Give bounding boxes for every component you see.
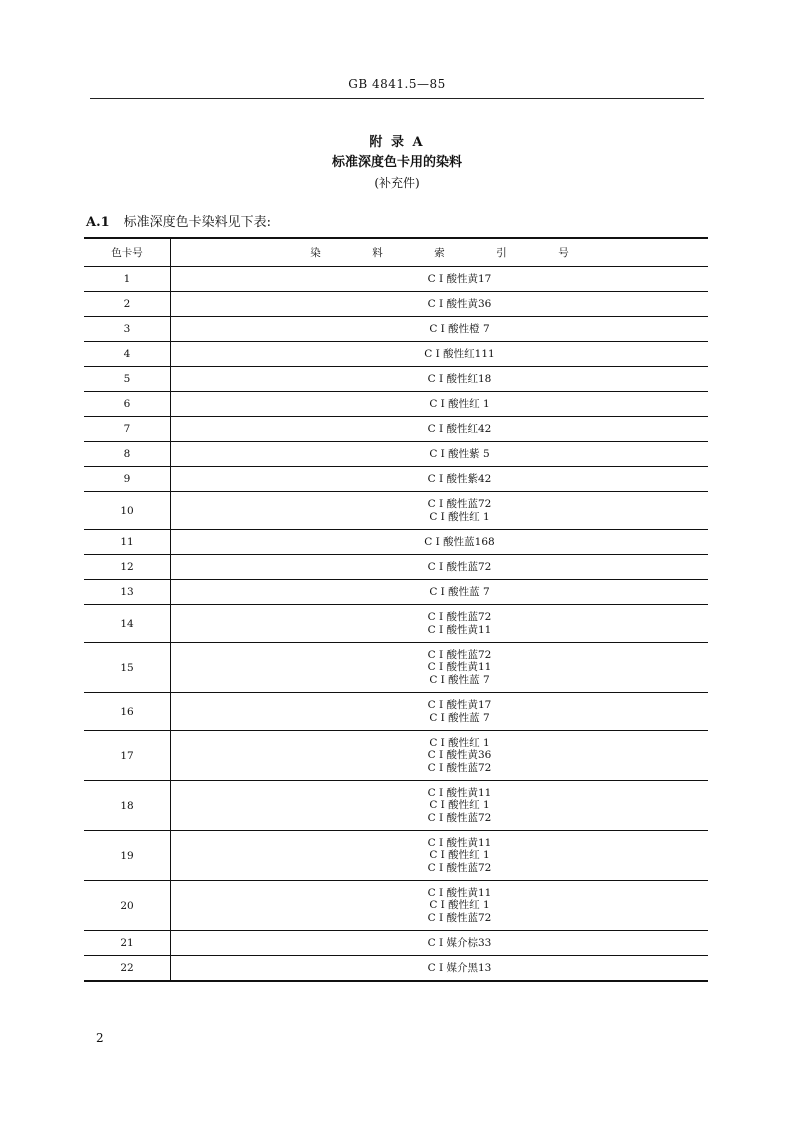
page-title: 标准深度色卡用的染料 bbox=[331, 155, 462, 170]
dye-index-cell bbox=[171, 342, 709, 367]
card-number-cell: 9 bbox=[84, 467, 171, 492]
section-text: 标准深度色卡染料见下表: bbox=[123, 215, 272, 230]
table-row bbox=[84, 530, 708, 555]
table-row bbox=[84, 292, 708, 317]
dye-entry: C I 酸性蓝72 bbox=[427, 648, 492, 661]
dye-entry: C I 酸性黄17 bbox=[427, 272, 492, 285]
dye-entry: C I 酸性蓝72 bbox=[427, 811, 492, 824]
appendix-title: 附 录 A bbox=[369, 135, 425, 150]
dye-index-cell bbox=[171, 693, 709, 731]
card-number-cell: 20 bbox=[84, 881, 171, 931]
dye-index-cell bbox=[171, 555, 709, 580]
dye-entry: C I 酸性黄11 bbox=[427, 623, 492, 636]
card-number-cell: 3 bbox=[84, 317, 171, 342]
card-number-cell: 2 bbox=[84, 292, 171, 317]
header-dye-index bbox=[171, 238, 709, 267]
table-body bbox=[84, 267, 708, 981]
card-number-cell: 11 bbox=[84, 530, 171, 555]
dye-entry: C I 酸性黄36 bbox=[427, 297, 492, 310]
dye-index-cell bbox=[171, 605, 709, 643]
table-row bbox=[84, 442, 708, 467]
table-row bbox=[84, 492, 708, 530]
dye-index-cell bbox=[171, 442, 709, 467]
table-row bbox=[84, 605, 708, 643]
table-row bbox=[84, 831, 708, 881]
dye-index-cell bbox=[171, 580, 709, 605]
card-number-cell: 7 bbox=[84, 417, 171, 442]
page-subtitle: (补充件) bbox=[374, 176, 420, 190]
dye-entry: C I 酸性黄11 bbox=[427, 836, 492, 849]
table-row bbox=[84, 643, 708, 693]
dye-entry: C I 酸性黄11 bbox=[427, 786, 492, 799]
section-heading bbox=[86, 211, 271, 230]
dye-entry: C I 酸性红 1 bbox=[429, 736, 490, 749]
table-row bbox=[84, 342, 708, 367]
card-number-cell: 4 bbox=[84, 342, 171, 367]
dye-index-cell bbox=[171, 731, 709, 781]
card-number-cell: 8 bbox=[84, 442, 171, 467]
dye-entry: C I 酸性红 1 bbox=[429, 397, 490, 410]
dye-entry: C I 酸性紫42 bbox=[427, 472, 492, 485]
table-row bbox=[84, 731, 708, 781]
table-row bbox=[84, 392, 708, 417]
dye-entry: C I 酸性蓝72 bbox=[427, 761, 492, 774]
table-header-row bbox=[84, 238, 708, 267]
card-number-cell: 13 bbox=[84, 580, 171, 605]
card-number-cell: 17 bbox=[84, 731, 171, 781]
standard-header: GB 4841.5—85 bbox=[348, 77, 446, 91]
table-row bbox=[84, 417, 708, 442]
table-row bbox=[84, 693, 708, 731]
dye-entry: C I 酸性红 1 bbox=[429, 849, 490, 862]
dye-index-cell bbox=[171, 417, 709, 442]
dye-entry: C I 酸性蓝 7 bbox=[429, 711, 490, 724]
dye-entry: C I 酸性紫 5 bbox=[429, 447, 490, 460]
dye-entry: C I 酸性蓝 7 bbox=[429, 673, 490, 686]
card-number-cell: 16 bbox=[84, 693, 171, 731]
dye-entry: C I 酸性蓝72 bbox=[427, 498, 492, 510]
dye-index-cell bbox=[171, 530, 709, 555]
header-char: 料 bbox=[372, 247, 383, 259]
dye-index-cell bbox=[171, 267, 709, 292]
dye-index-cell bbox=[171, 781, 709, 831]
page-number: 2 bbox=[96, 1031, 104, 1045]
header-divider bbox=[90, 98, 704, 99]
dye-index-cell bbox=[171, 492, 709, 530]
table-row bbox=[84, 467, 708, 492]
dye-entry: C I 媒介棕33 bbox=[427, 936, 492, 949]
header-char: 染 bbox=[310, 247, 321, 259]
table-row bbox=[84, 781, 708, 831]
dye-entry: C I 酸性黄17 bbox=[427, 699, 492, 711]
card-number-cell: 14 bbox=[84, 605, 171, 643]
dye-entry: C I 酸性橙 7 bbox=[429, 322, 490, 335]
dye-entry: C I 酸性蓝 7 bbox=[429, 585, 490, 598]
section-number: A.1 bbox=[86, 215, 110, 230]
card-number-cell: 1 bbox=[84, 267, 171, 292]
table-row bbox=[84, 881, 708, 931]
table-row bbox=[84, 580, 708, 605]
card-number-cell: 5 bbox=[84, 367, 171, 392]
dye-table bbox=[84, 237, 708, 982]
header-char: 号 bbox=[558, 247, 569, 259]
card-number-cell: 19 bbox=[84, 831, 171, 881]
dye-index-cell bbox=[171, 367, 709, 392]
dye-entry: C I 酸性红 1 bbox=[429, 510, 490, 523]
table-row bbox=[84, 367, 708, 392]
dye-entry: C I 酸性蓝168 bbox=[424, 535, 495, 548]
dye-entry: C I 酸性黄36 bbox=[427, 749, 492, 762]
card-number-cell: 18 bbox=[84, 781, 171, 831]
header-char: 索 bbox=[434, 247, 445, 259]
dye-entry: C I 酸性黄11 bbox=[427, 886, 492, 899]
table-row bbox=[84, 956, 708, 981]
dye-entry: C I 媒介黑13 bbox=[427, 961, 492, 974]
card-number-cell: 12 bbox=[84, 555, 171, 580]
dye-entry: C I 酸性蓝72 bbox=[427, 560, 492, 573]
dye-index-cell bbox=[171, 956, 709, 981]
table-row bbox=[84, 931, 708, 956]
dye-index-cell bbox=[171, 931, 709, 956]
dye-entry: C I 酸性红 1 bbox=[429, 799, 490, 812]
table-row bbox=[84, 317, 708, 342]
card-number-cell: 22 bbox=[84, 956, 171, 981]
dye-index-cell bbox=[171, 467, 709, 492]
header-card-no: 色卡号 bbox=[84, 238, 171, 267]
dye-entry: C I 酸性蓝72 bbox=[427, 861, 492, 874]
card-number-cell: 15 bbox=[84, 643, 171, 693]
dye-entry: C I 酸性红111 bbox=[424, 347, 495, 360]
table-row bbox=[84, 267, 708, 292]
card-number-cell: 10 bbox=[84, 492, 171, 530]
dye-entry: C I 酸性黄11 bbox=[427, 661, 492, 674]
dye-index-cell bbox=[171, 881, 709, 931]
dye-entry: C I 酸性红42 bbox=[427, 422, 492, 435]
dye-index-cell bbox=[171, 643, 709, 693]
table-row bbox=[84, 555, 708, 580]
card-number-cell: 21 bbox=[84, 931, 171, 956]
dye-index-cell bbox=[171, 292, 709, 317]
dye-index-cell bbox=[171, 831, 709, 881]
dye-index-cell bbox=[171, 392, 709, 417]
card-number-cell: 6 bbox=[84, 392, 171, 417]
dye-index-cell bbox=[171, 317, 709, 342]
dye-entry: C I 酸性蓝72 bbox=[427, 911, 492, 924]
dye-entry: C I 酸性红18 bbox=[427, 372, 492, 385]
header-char: 引 bbox=[496, 247, 507, 259]
dye-entry: C I 酸性蓝72 bbox=[427, 611, 492, 623]
dye-entry: C I 酸性红 1 bbox=[429, 899, 490, 912]
